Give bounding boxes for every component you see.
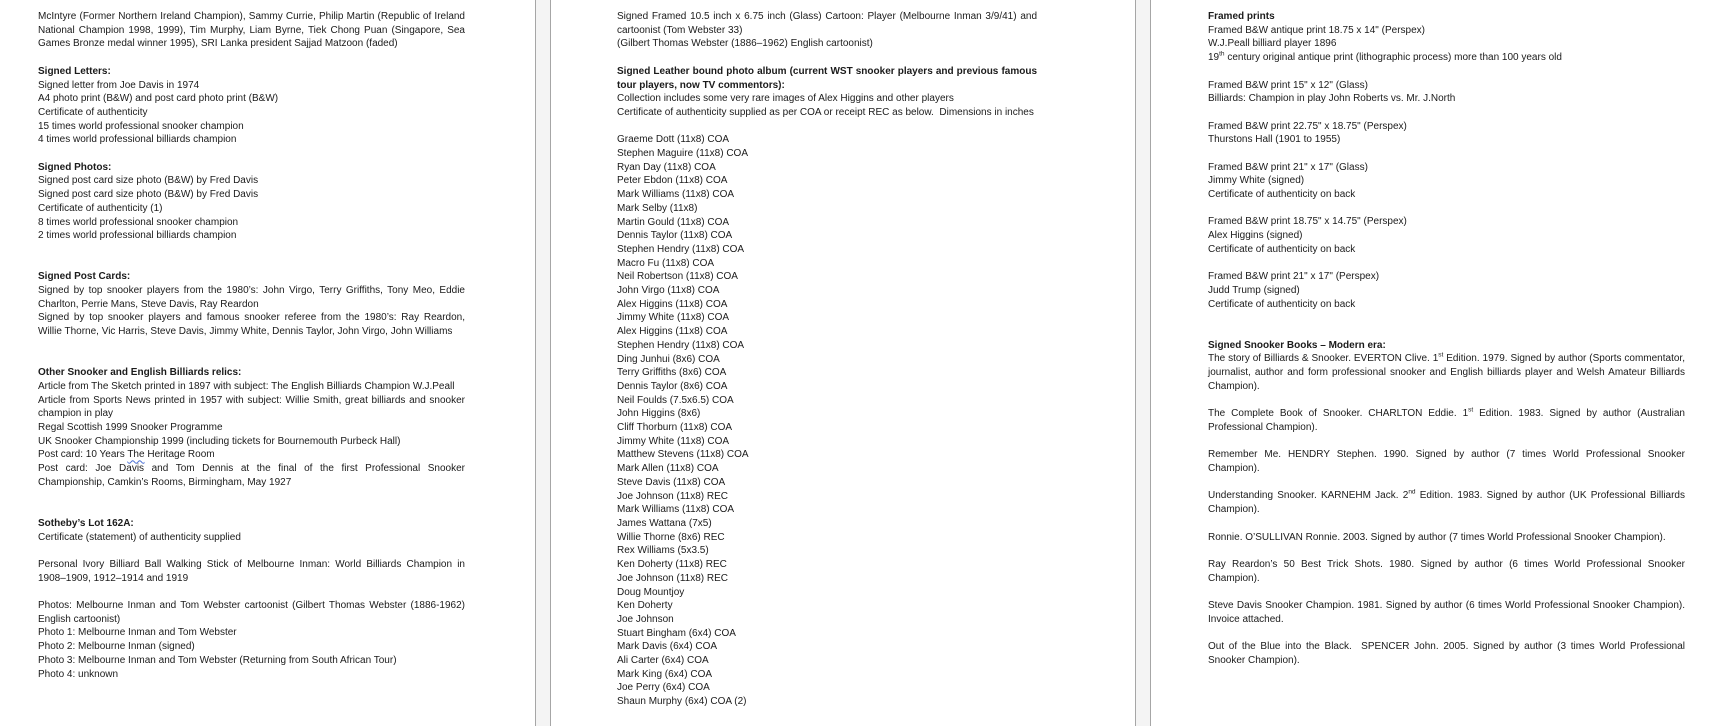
blank-line [38,257,465,271]
text-line: Framed B&W antique print 18.75 x 14" (Perspex) [1208,24,1425,36]
blank-line [38,353,465,367]
text-line [38,448,465,462]
paragraph: Remember Me. HENDRY Stephen. 1990. Signed by author (7 times World Professional Snooker Champion). [1208,449,1685,475]
text-line: Ali Carter (6x4) COA [617,655,709,667]
text-line: Stephen Hendry (11x8) COA [617,339,745,351]
blank-line [38,544,465,558]
text-line: Certificate of authenticity [38,106,148,118]
text-span: Post card: 10 Years [38,449,128,461]
text-line: Thurstons Hall (1901 to 1955) [1208,134,1341,146]
page-gap-2 [1135,0,1151,726]
section-heading: Other Snooker and English Billiards relics: [38,367,242,379]
text-line: Rex Williams (5x3.5) [617,545,709,557]
page-gap-1 [535,0,551,726]
superscript-text: st [1438,352,1444,360]
text-span: Edition. 1983. Signed by author (Australian Professional Champion). [1208,408,1685,433]
section-heading: Framed prints [1208,11,1275,22]
text-line: (Gilbert Thomas Webster (1886–1962) English cartoonist) [617,38,873,50]
text-line: Neil Foulds (7.5x6.5) COA [617,394,734,406]
paragraph: Signed by top snooker players and famous snooker referee from the 1980’s: Ray Reardon, Willie Thorne, Vic Harris, Steve Davis, Jimmy White, Dennis Taylor, John Virgo, John Williams [38,312,465,338]
text-span: Understanding Snooker. KARNEHM Jack. 2 [1208,490,1409,502]
text-line: Mark Williams (11x8) COA [617,189,735,201]
text-line: 15 times world professional snooker champion [38,120,244,132]
text-line: Signed post card size photo (B&W) by Fred Davis [38,175,259,187]
text-line: Framed B&W print 22.75" x 18.75" (Perspex) [1208,120,1407,132]
text-line: Ken Doherty [617,600,673,612]
text-line: Photo 2: Melbourne Inman (signed) [38,641,195,653]
paragraph: Signed Leather bound photo album (current WST snooker players and previous famous tour players, now TV commentors): [617,65,1037,91]
text-line: Article from The Sketch printed in 1897 with subject: The English Billiards Champion W.J.Peall [38,380,455,392]
text-line: John Higgins (8x6) [617,408,701,420]
page-1[interactable] [0,0,535,726]
text-line: Regal Scottish 1999 Snooker Programme [38,422,223,433]
text-line: Jimmy White (11x8) COA [617,312,730,324]
blank-line [1208,65,1685,79]
paragraph: Out of the Blue into the Black. SPENCER John. 2005. Signed by author (3 times World Professional Snooker Champion). [1208,641,1685,666]
text-line: Dennis Taylor (8x6) COA [617,380,728,392]
page-1-content[interactable] [0,0,465,681]
text-line: Judd Trump (signed) [1208,284,1300,296]
paragraph: Post card: Joe Davis and Tom Dennis at the final of the first Professional Snooker Championship, Camkin’s Rooms, Birmingham, May 1927 [38,463,465,488]
blank-line [38,51,465,65]
text-line: Framed B&W print 18.75" x 14.75" (Perspex) [1208,216,1407,228]
text-line: Mark Selby (11x8) [617,202,698,214]
paragraph: Signed Framed 10.5 inch x 6.75 inch (Glass) Cartoon: Player (Melbourne Inman 3/9/41) and cartoonist (Tom Webster 33) [617,11,1037,36]
text-line: Stephen Hendry (11x8) COA [617,243,745,255]
page-3[interactable] [1151,0,1721,726]
text-line [1208,51,1685,65]
section-heading: Signed Photos: [38,161,112,173]
text-line: Framed B&W print 15" x 12" (Glass) [1208,79,1368,91]
text-line: James Wattana (7x5) [617,517,712,529]
blank-line [1208,147,1685,161]
text-line: Photo 3: Melbourne Inman and Tom Webster (Returning from South African Tour) [38,654,397,666]
paragraph [1208,489,1685,516]
text-line: Stuart Bingham (6x4) COA [617,627,736,639]
spellcheck-flagged-word: The [127,449,145,461]
text-line: Doug Mountjoy [617,586,685,598]
text-line: Graeme Dott (11x8) COA [617,134,730,146]
text-span: 19 [1208,52,1220,64]
text-line: Certificate of authenticity on back [1208,243,1356,255]
blank-line [38,585,465,599]
paragraph [1208,407,1685,434]
paragraph: Article from Sports News printed in 1957 with subject: Willie Smith, great billiards and snooker champion in play [38,394,465,420]
text-line: Collection includes some very rare images of Alex Higgins and other players [617,93,954,105]
section-heading: Sotheby’s Lot 162A: [38,517,134,529]
page-2-content[interactable] [551,0,1037,709]
blank-line [617,120,1037,134]
text-line: John Virgo (11x8) COA [617,285,720,297]
text-line: Neil Robertson (11x8) COA [617,271,738,283]
text-line: Stephen Maguire (11x8) COA [617,148,748,159]
text-span: Edition. 1983. Signed by author (UK Professional Billiards Champion). [1208,490,1685,516]
paragraph: Steve Davis Snooker Champion. 1981. Signed by author (6 times World Professional Snooker Champion). Invoice attached. [1208,600,1685,625]
blank-line [38,503,465,517]
text-line: Joe Perry (6x4) COA [617,682,710,694]
page-2[interactable] [551,0,1135,726]
text-line: Ryan Day (11x8) COA [617,161,716,173]
blank-line [38,243,465,257]
text-line: Macro Fu (11x8) COA [617,257,715,269]
text-line: Certificate of authenticity supplied as per COA or receipt REC as below. Dimensions in inches [617,106,1034,118]
text-line: Jimmy White (signed) [1208,175,1305,187]
text-line: 8 times world professional snooker champion [38,216,239,228]
text-line: 4 times world professional billiards champion [38,134,237,146]
text-line: Mark Williams (11x8) COA [617,504,735,516]
blank-line [1208,544,1685,558]
blank-line [38,490,465,504]
text-line: 2 times world professional billiards champion [38,230,237,242]
text-line: Terry Griffiths (8x6) COA [617,367,727,379]
blank-line [1208,325,1685,339]
text-line: Signed post card size photo (B&W) by Fred Davis [38,189,259,201]
text-line: Billiards: Champion in play John Roberts vs. Mr. J.North [1208,93,1456,105]
blank-line [1208,517,1685,531]
text-line: Martin Gould (11x8) COA [617,216,730,228]
text-line: Jimmy White (11x8) COA [617,435,730,447]
paragraph: Photos: Melbourne Inman and Tom Webster cartoonist (Gilbert Thomas Webster (1886-1962) English cartoonist) [38,600,465,625]
text-line: Alex Higgins (11x8) COA [617,326,728,338]
superscript-text: th [1219,50,1225,58]
section-heading: Signed Post Cards: [38,271,131,283]
text-line: Joe Johnson (11x8) REC [617,490,728,502]
text-line: Mark King (6x4) COA [617,668,713,680]
paragraph: Personal Ivory Billiard Ball Walking Stick of Melbourne Inman: World Billiards Champion in 1908–1909, 1912–1914 and 1919 [38,558,465,584]
text-line: Signed letter from Joe Davis in 1974 [38,79,200,91]
text-line: Cliff Thorburn (11x8) COA [617,422,733,434]
text-span: The Complete Book of Snooker. CHARLTON Eddie. 1 [1208,408,1469,420]
blank-line [1208,476,1685,490]
text-span: Edition. 1979. Signed by author (Sports commentator, journalist, author and form professional snooker and English billiards player and Welsh Amateur Billiards Champion). [1208,353,1685,392]
blank-line [1208,626,1685,640]
blank-line [38,339,465,353]
text-span: The story of Billiards & Snooker. EVERTON Clive. 1 [1208,353,1439,365]
text-line: Certificate of authenticity on back [1208,298,1356,310]
text-line: Mark Allen (11x8) COA [617,463,719,475]
section-heading: Signed Snooker Books – Modern era: [1208,339,1386,351]
text-line: Photo 4: unknown [38,668,119,680]
text-line: Photo 1: Melbourne Inman and Tom Webster [38,627,237,639]
text-line: Willie Thorne (8x6) REC [617,531,725,543]
text-line: Alex Higgins (signed) [1208,230,1303,242]
superscript-text: st [1468,406,1474,414]
blank-line [1208,202,1685,216]
blank-line [1208,585,1685,599]
text-line: UK Snooker Championship 1999 (including tickets for Bournemouth Purbeck Hall) [38,435,401,447]
superscript-text: nd [1408,489,1416,497]
paragraph: Signed by top snooker players from the 1980’s: John Virgo, Terry Griffiths, Tony Meo, Eddie Charlton, Perrie Mans, Steve Davis, Ray Reardon [38,285,465,310]
text-line: Alex Higgins (11x8) COA [617,298,728,310]
text-line: Ken Doherty (11x8) REC [617,559,727,571]
text-line: Steve Davis (11x8) COA [617,476,726,488]
page-3-content[interactable] [1151,0,1685,668]
text-line: A4 photo print (B&W) and post card photo print (B&W) [38,93,279,105]
text-line: Shaun Murphy (6x4) COA (2) [617,696,747,708]
text-line: W.J.Peall billiard player 1896 [1208,38,1337,50]
blank-line [1208,435,1685,449]
text-line: Peter Ebdon (11x8) COA [617,175,728,187]
blank-line [617,51,1037,65]
text-line: Mark Davis (6x4) COA [617,641,718,653]
text-line: Matthew Stevens (11x8) COA [617,449,749,461]
text-line: Joe Johnson [617,613,674,625]
text-line: Dennis Taylor (11x8) COA [617,230,733,242]
blank-line [1208,257,1685,271]
text-line: Joe Johnson (11x8) REC [617,572,728,584]
text-span: Heritage Room [144,449,215,461]
text-line: Framed B&W print 21" x 17" (Glass) [1208,161,1368,173]
text-line: Ding Junhui (8x6) COA [617,353,720,365]
blank-line [1208,106,1685,120]
text-line: Certificate of authenticity on back [1208,189,1356,201]
blank-line [1208,311,1685,325]
text-line: Certificate (statement) of authenticity supplied [38,531,241,543]
blank-line [38,147,465,161]
paragraph [1208,352,1685,393]
paragraph: McIntyre (Former Northern Ireland Champion), Sammy Currie, Philip Martin (Republic of Ireland National Champion 1998, 1999), Tim Murphy, Liam Byrne, Tiek Chong Puan (Singapore, Sea Games Bronze medal winner 1995), SRI Lanka president Sajjad Matzoon (faded) [38,11,465,50]
text-span: century original antique print (lithographic process) more than 100 years old [1224,52,1562,64]
text-line: Certificate of authenticity (1) [38,202,163,214]
text-line: Framed B&W print 21" x 17" (Perspex) [1208,271,1380,283]
paragraph: Ray Reardon’s 50 Best Trick Shots. 1980. Signed by author (6 times World Professional Snooker Champion). [1208,558,1685,584]
section-heading: Signed Letters: [38,65,111,77]
blank-line [1208,394,1685,408]
paragraph: Ronnie. O’SULLIVAN Ronnie. 2003. Signed by author (7 times World Professional Snooker Champion). [1208,531,1666,543]
